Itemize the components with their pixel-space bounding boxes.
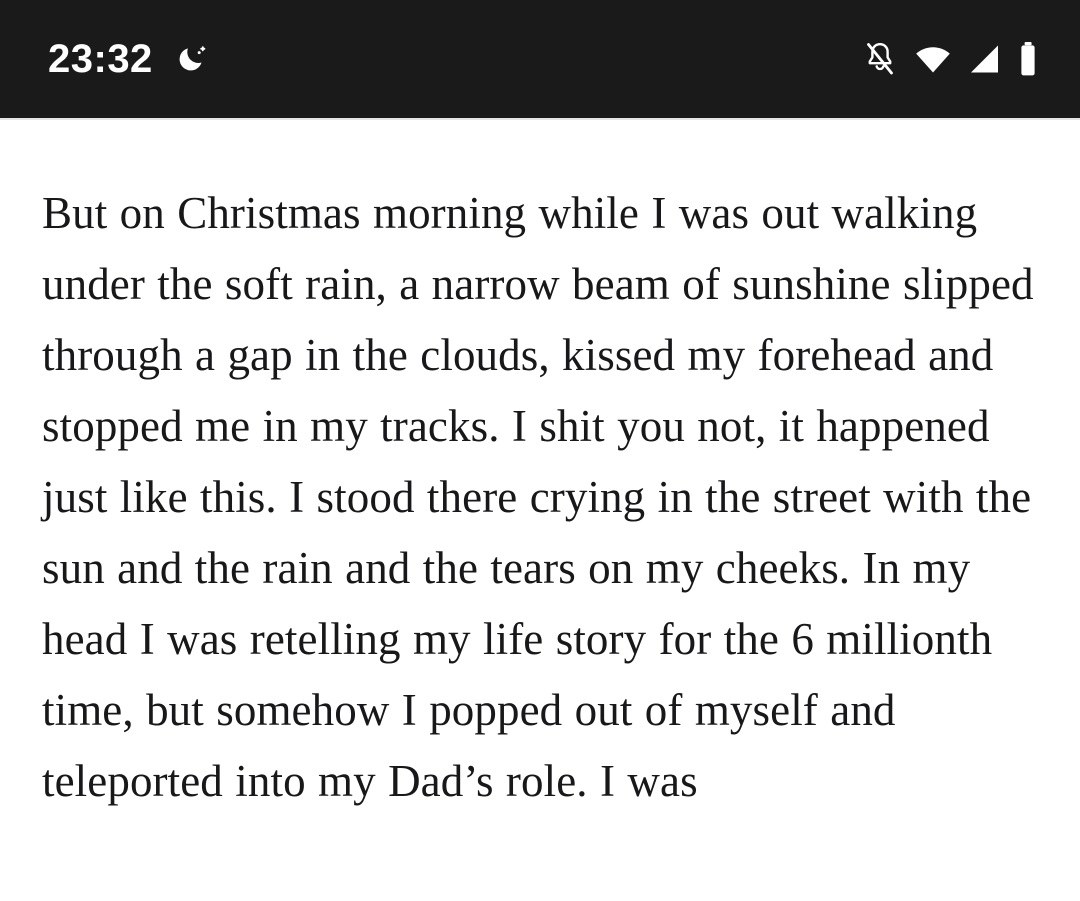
status-bar <box>0 0 1080 118</box>
reader-content-area[interactable] <box>0 120 1080 901</box>
wifi-icon <box>914 44 952 74</box>
battery-icon <box>1018 42 1038 76</box>
status-bar-right <box>862 40 1038 78</box>
status-bar-left <box>48 39 211 79</box>
notifications-muted-icon <box>862 40 898 78</box>
book-paragraph: But on Christmas morning while I was out walking under the soft rain, a narrow beam of sunshine slipped through a gap in the clouds, kissed my forehead and stopped me in my tracks. I shit you not, it happened just like this. I stood there crying in the street with the sun and the rain and the tears on my cheeks. In my head I was retelling my life story for the 6 millionth time, but somehow I popped out of myself and teleported into my Dad’s role. I was <box>42 188 1034 806</box>
cellular-signal-icon <box>968 44 1002 74</box>
status-clock: 23:32 <box>48 37 153 81</box>
do-not-disturb-icon <box>175 41 211 77</box>
